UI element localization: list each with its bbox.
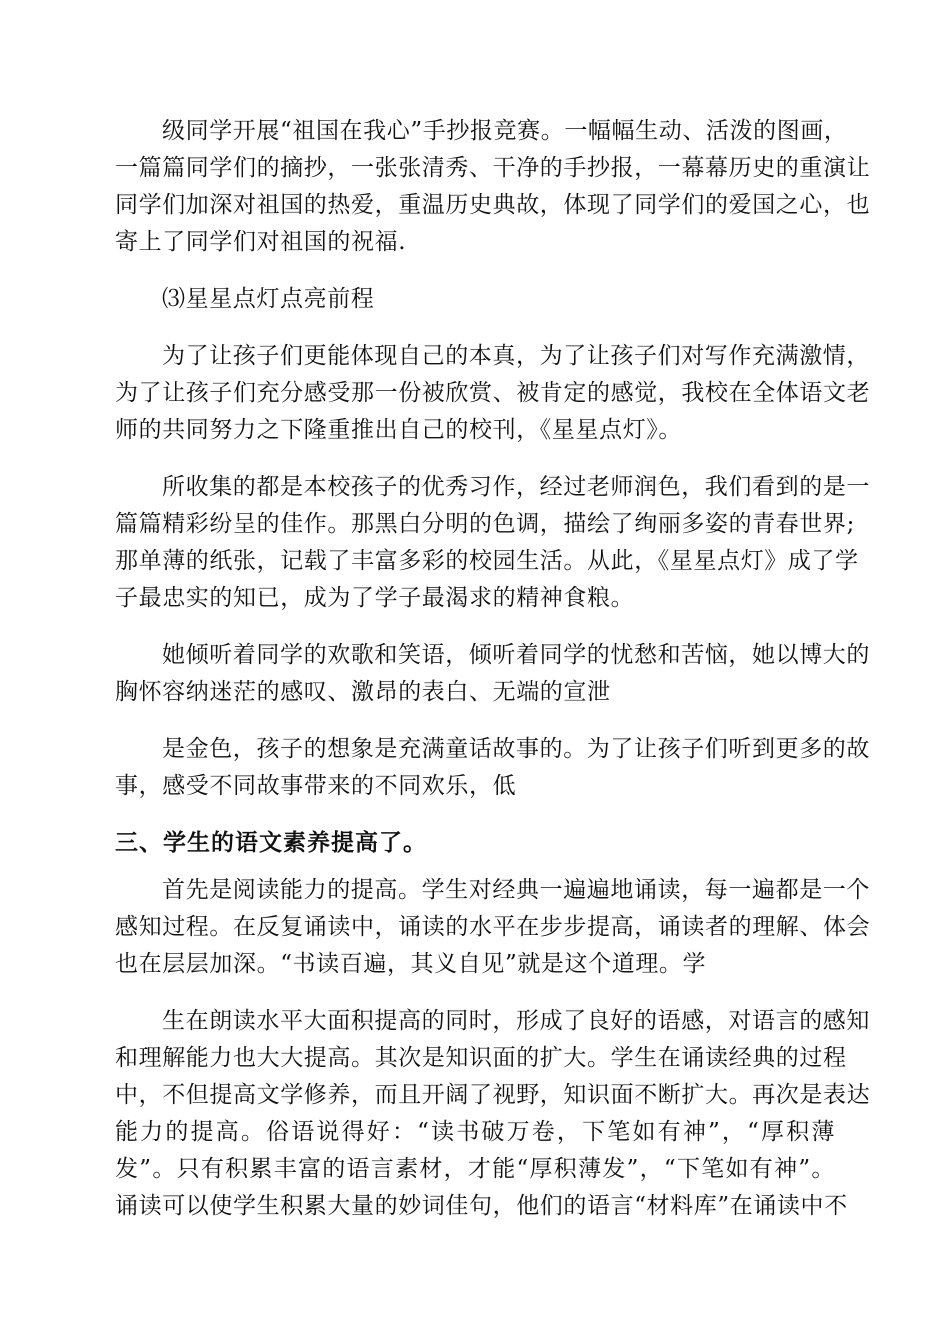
section-heading: 三、学生的语文素养提高了。 [115, 830, 427, 856]
section-subheading: ⑶星星点灯点亮前程 [162, 286, 375, 312]
paragraph-line: 那单薄的纸张，记载了丰富多彩的校园生活。从此，《星星点灯》成了学 [115, 548, 859, 574]
paragraph-line: 是金色，孩子的想象是充满童话故事的。为了让孩子们听到更多的故 [162, 736, 870, 762]
paragraph-line: 首先是阅读能力的提高。学生对经典一遍遍地诵读，每一遍都是一个 [162, 877, 870, 903]
paragraph-line: 一篇篇同学们的摘抄，一张张清秀、干净的手抄报，一幕幕历史的重演让 [115, 155, 871, 181]
paragraph-line: 能力的提高。俗语说得好：“读书破万卷，下笔如有神”，“厚积薄 [115, 1119, 835, 1145]
paragraph-line: 子最忠实的知已，成为了学子最渴求的精神食粮。 [115, 585, 635, 611]
paragraph-line: 中，不但提高文学修养，而且开阔了视野，知识面不断扩大。再次是表达 [115, 1082, 871, 1108]
paragraph-line: 也在层层加深。“书读百遍，其义自见”就是这个道理。学 [115, 951, 707, 977]
paragraph-line: 为了让孩子们更能体现自己的本真，为了让孩子们对写作充满激情， [162, 343, 870, 369]
paragraph-line: 师的共同努力之下隆重推出自己的校刊，《星星点灯》。 [115, 417, 682, 443]
paragraph-line: 胸怀容纳迷茫的感叹、激昂的表白、无端的宣泄 [115, 679, 611, 705]
paragraph-line: 所收集的都是本校孩子的优秀习作，经过老师润色，我们看到的是一 [162, 474, 870, 500]
paragraph-line: 事，感受不同故事带来的不同欢乐，低 [115, 773, 517, 799]
paragraph-line: 和理解能力也大大提高。其次是知识面的扩大。学生在诵读经典的过程 [115, 1045, 847, 1071]
paragraph-line: 级同学开展“祖国在我心”手抄报竞赛。一幅幅生动、活泼的图画， [162, 118, 848, 144]
paragraph-line: 感知过程。在反复诵读中，诵读的水平在步步提高，诵读者的理解、体会 [115, 914, 871, 940]
paragraph-line: 诵读可以使学生积累大量的妙词佳句，他们的语言“材料库”在诵读中不 [115, 1193, 848, 1219]
paragraph-line: 寄上了同学们对祖国的祝福. [115, 229, 407, 255]
paragraph-line: 她倾听着同学的欢歌和笑语，倾听着同学的忧愁和苦恼，她以博大的 [162, 642, 870, 668]
paragraph-line: 发”。只有积累丰富的语言素材，才能“厚积薄发”，“下笔如有神”。 [115, 1156, 835, 1182]
paragraph-line: 生在朗读水平大面积提高的同时，形成了良好的语感，对语言的感知 [162, 1008, 870, 1034]
paragraph-line: 同学们加深对祖国的热爱，重温历史典故，体现了同学们的爱国之心，也 [115, 192, 871, 218]
paragraph-line: 为了让孩子们充分感受那一份被欣赏、被肯定的感觉，我校在全体语文老 [115, 380, 871, 406]
paragraph-line: 篇篇精彩纷呈的佳作。那黑白分明的色调，描绘了绚丽多姿的青春世界; [115, 511, 855, 537]
